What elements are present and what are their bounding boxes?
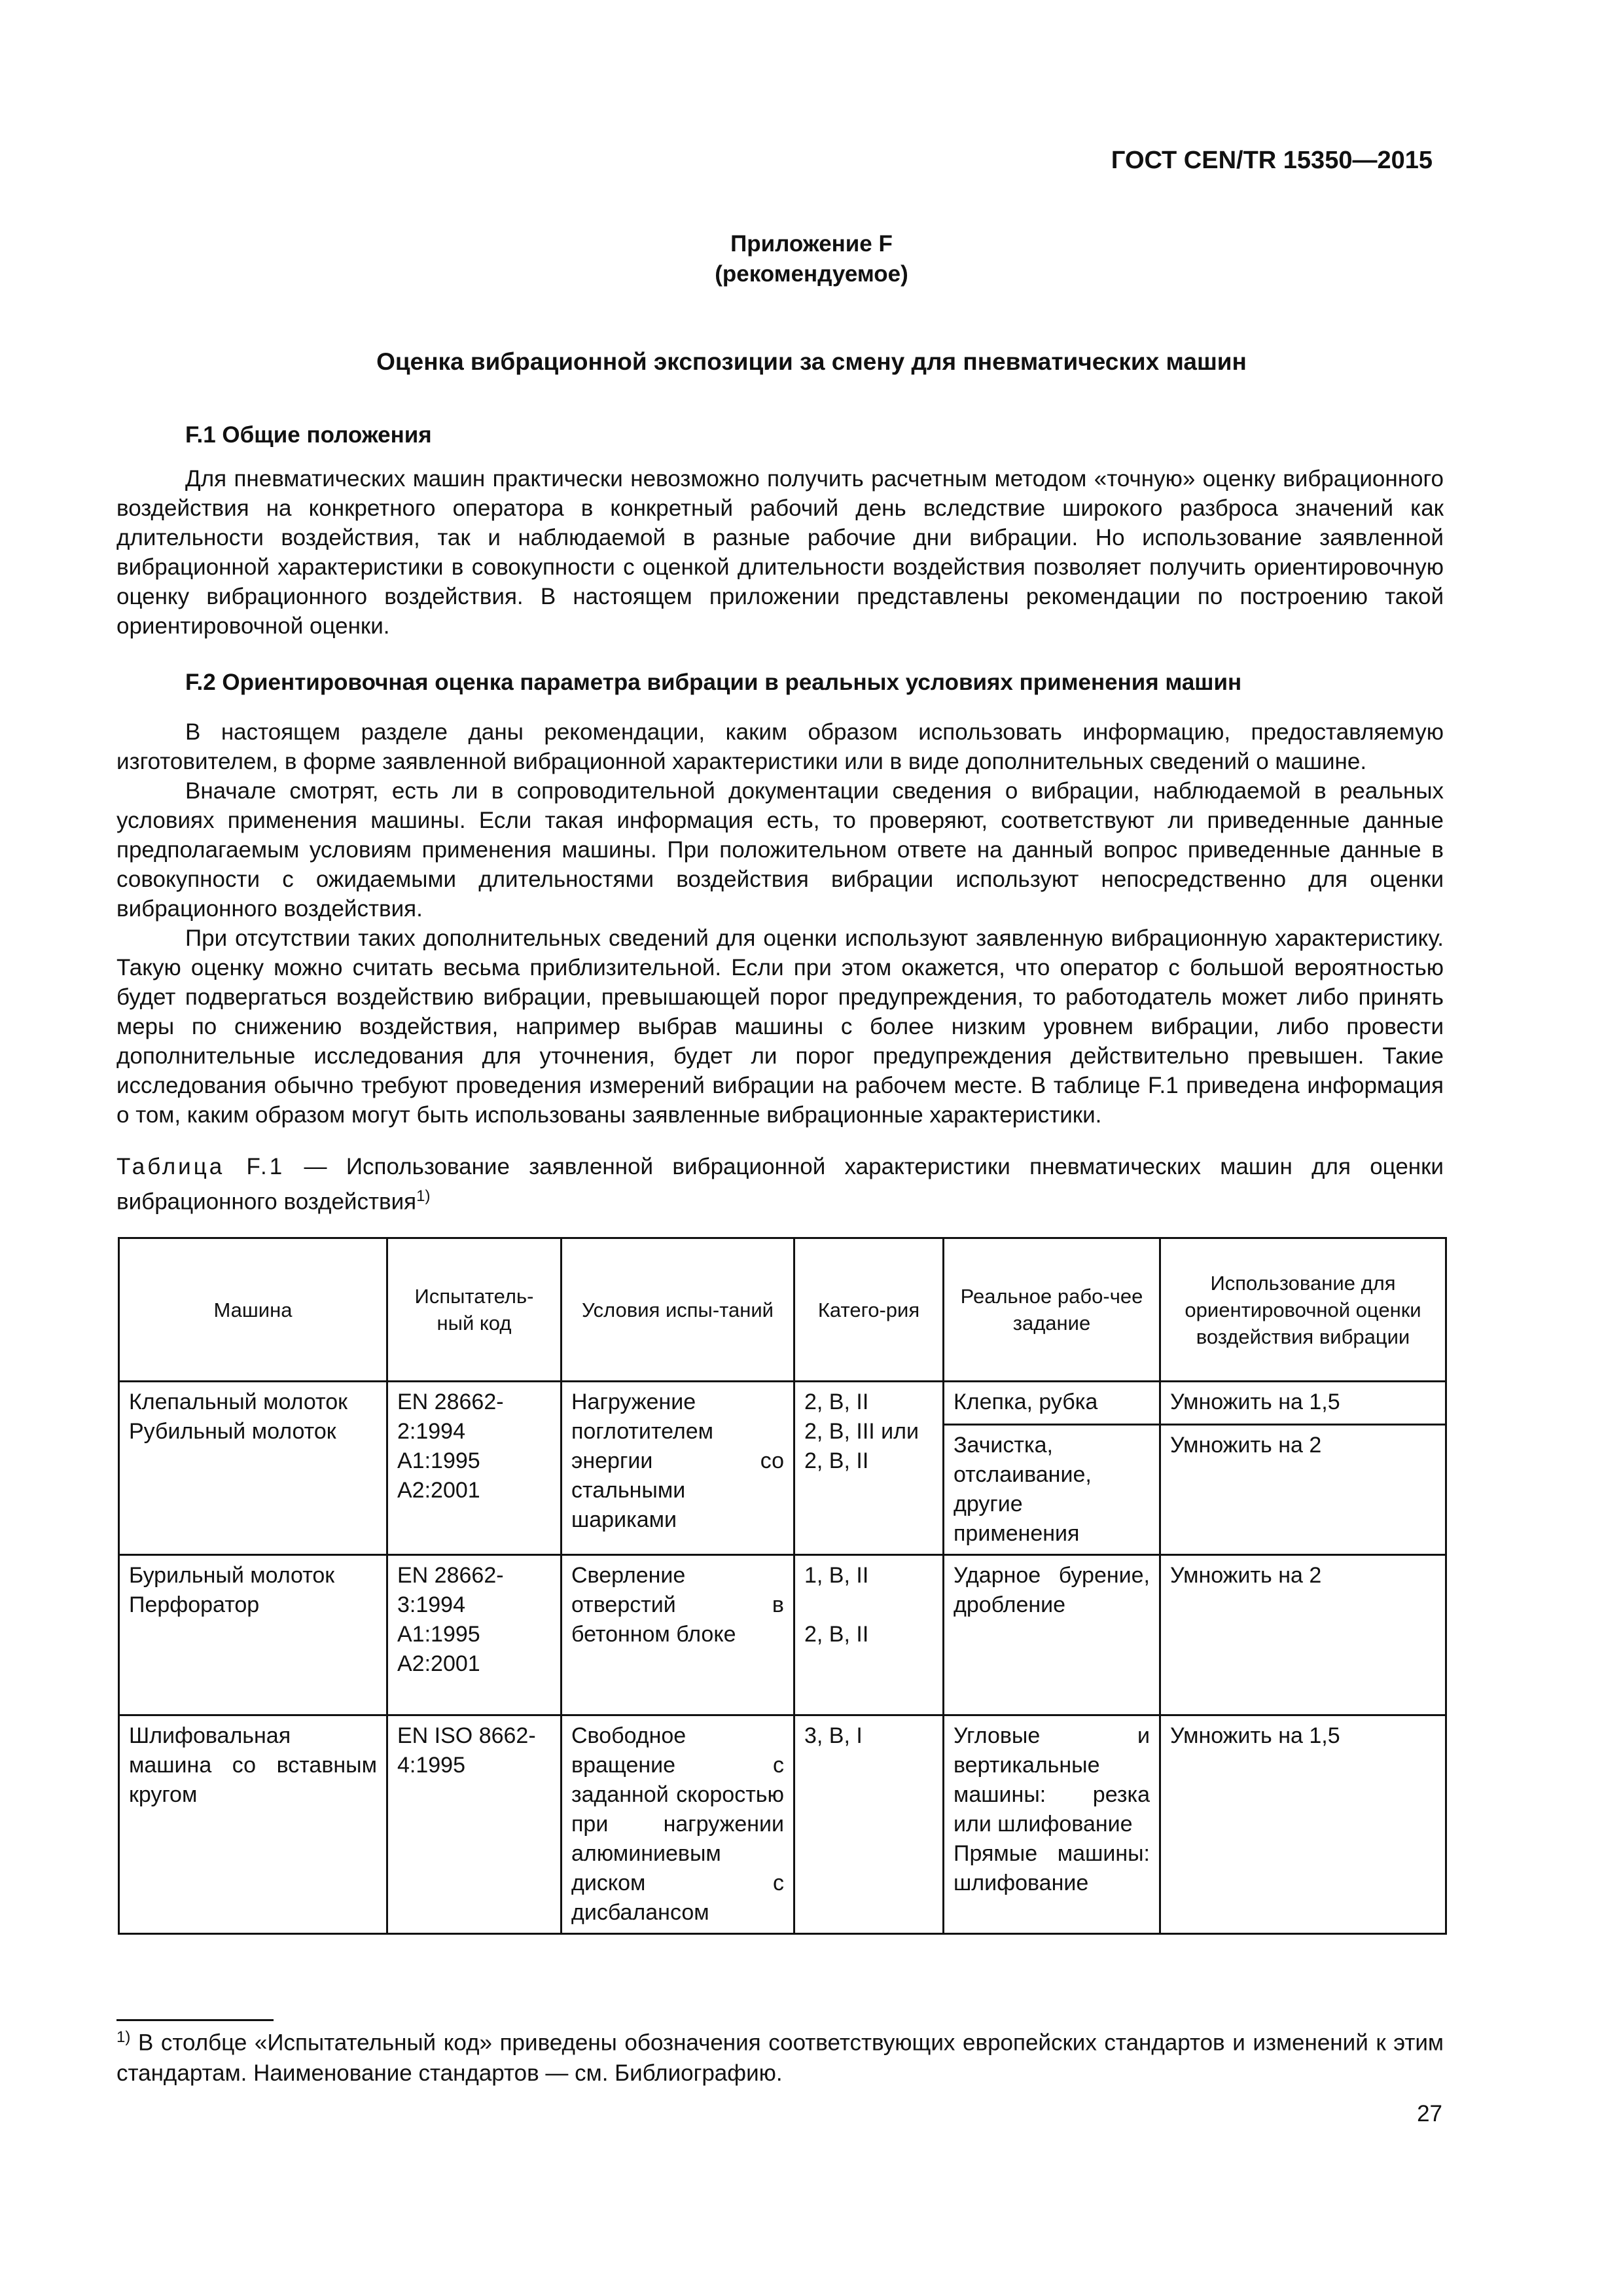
task-value: Ударное бурение, дробление: [954, 1563, 1150, 1617]
annex-label: Приложение F: [730, 231, 893, 257]
vibration-table: [118, 1237, 1447, 1935]
page-title: Оценка вибрационной экспозиции за смену для пневматических машин: [376, 348, 1247, 375]
table-footnote-ref: 1): [416, 1187, 431, 1205]
section-f2-heading: F.2 Ориентировочная оценка параметра вибрации в реальных условиях применения машин: [185, 670, 1242, 695]
section-f2-body: [116, 717, 1444, 1130]
code-line: EN 28662-2:1994: [397, 1390, 504, 1444]
category-value: 3, B, I: [804, 1723, 863, 1748]
usage-value: Умножить на 2: [1170, 1563, 1322, 1588]
usage-value: Умножить на 1,5: [1170, 1390, 1340, 1414]
category-value: 2, B, II: [804, 1390, 869, 1414]
usage-cell: [1160, 1382, 1446, 1555]
task-cell: [944, 1715, 1160, 1934]
task-value: Клепка, рубка: [954, 1390, 1098, 1414]
section-f1-heading: F.1 Общие положения: [185, 422, 432, 448]
footnote-marker: 1): [116, 2028, 131, 2046]
code-cell: [387, 1715, 562, 1934]
column-header: Использование для ориентировочной оценки воздействия вибрации: [1160, 1238, 1446, 1382]
machine-cell: Бурильный молоток Перфоратор: [119, 1555, 387, 1715]
category-cell: [794, 1382, 944, 1555]
footnote: [116, 2022, 1444, 2089]
paragraph: При отсутствии таких дополнительных сведений для оценки используют заявленную вибрационную характеристику. Такую оценку можно считать весьма приблизительной. Если при этом окажется, что оператор с большой вероятностью будет подвергаться воздействию вибрации, превышающей порог предупреждения, то работодатель может либо принять меры по снижению воздействия, например выбрав машины с более низким уровнем вибрации, либо провести дополнительные исследования для уточнения, будет ли порог предупреждения действительно превышен. Такие исследования обычно требуют проведения измерений вибрации на рабочем месте. В таблице F.1 приведена информация о том, каким образом могут быть использованы заявленные вибрационные характеристики.: [116, 925, 1444, 1128]
category-value: 2, B, III или 2, B, II: [804, 1419, 919, 1473]
footnote-text: В столбце «Испытательный код» приведены обозначения соответствующих европейских стандартов и изменений к этим стандартам. Наименование стандартов — см. Библиографию.: [116, 2030, 1444, 2086]
table-label: Таблица F.1: [116, 1154, 285, 1179]
category-value: 1, B, II: [804, 1563, 869, 1588]
table-row: [119, 1555, 1446, 1715]
paragraph: В настоящем разделе даны рекомендации, каким образом использовать информацию, предоставляемую изготовителем, в форме заявленной вибрационной характеристики или в виде дополнительных сведений о машине.: [116, 719, 1444, 774]
table-caption: [116, 1152, 1444, 1217]
annex-status: (рекомендуемое): [715, 261, 908, 287]
column-header: Катего-рия: [794, 1238, 944, 1382]
page-number: 27: [1417, 2101, 1442, 2126]
category-value: 2, B, II: [804, 1622, 869, 1647]
code-line: A2:2001: [397, 1651, 480, 1676]
usage-value: Умножить на 1,5: [1170, 1723, 1340, 1748]
code-cell: [387, 1382, 562, 1555]
paragraph: Для пневматических машин практически невозможно получить расчетным методом «точную» оценку вибрационного воздействия на конкретного оператора в конкретный рабочий день вследствие широкого разброса значений как длительности воздействия, так и наблюдаемой в разные рабочие дни вибрации. Но использование заявленной вибрационной характеристики в совокупности с оценкой длительности воздействия позволяет получить ориентировочную оценку вибрационного воздействия. В настоящем приложении представлены рекомендации по построению такой ориентировочной оценки.: [116, 466, 1444, 639]
conditions-cell: Сверление отверстий в бетонном блоке: [562, 1555, 794, 1715]
conditions-cell: Свободное вращение с заданной скоростью при нагружении алюминиевым диском с дисбалансом: [562, 1715, 794, 1934]
table-row: [119, 1715, 1446, 1934]
usage-value: Умножить на 2: [1161, 1424, 1445, 1460]
machine-cell: Шлифовальная машина со вставным кругом: [119, 1715, 387, 1934]
column-header: Условия испы-таний: [562, 1238, 794, 1382]
usage-cell: [1160, 1715, 1446, 1934]
code-line: EN 28662-3:1994: [397, 1563, 504, 1617]
task-value: Зачистка, отслаивание, другие применения: [944, 1424, 1159, 1549]
usage-cell: [1160, 1555, 1446, 1715]
paragraph: Вначале смотрят, есть ли в сопроводительной документации сведения о вибрации, наблюдаемой в реальных условиях применения машины. Если такая информация есть, то проверяют, соответствуют ли приведенные данные предполагаемым условиям применения машины. При положительном ответе на данный вопрос приведенные данные в совокупности с ожидаемыми длительностями воздействия вибрации используют непосредственно для оценки вибрационного воздействия.: [116, 778, 1444, 922]
column-header: Реальное рабо-чее задание: [944, 1238, 1160, 1382]
annex-heading: [0, 229, 1623, 289]
code-line: A1:1995: [397, 1448, 480, 1473]
footnote-divider: [116, 2019, 274, 2021]
category-cell: [794, 1715, 944, 1934]
section-f1-body: [116, 464, 1444, 641]
code-line: A2:2001: [397, 1478, 480, 1503]
table-header-row: [119, 1238, 1446, 1382]
code-cell: [387, 1555, 562, 1715]
conditions-cell: Нагружение поглотителем энергии со стальными шариками: [562, 1382, 794, 1555]
column-header: Машина: [119, 1238, 387, 1382]
standard-code: ГОСТ CEN/TR 15350—2015: [1111, 147, 1433, 174]
task-cell: [944, 1382, 1160, 1555]
table-row: [119, 1382, 1446, 1555]
task-value: Угловые и вертикальные машины: резка или шлифование: [954, 1723, 1150, 1837]
machine-cell: Клепальный молоток Рубильный молоток: [119, 1382, 387, 1555]
task-value: Прямые машины: шлифование: [954, 1841, 1150, 1895]
task-cell: [944, 1555, 1160, 1715]
category-cell: [794, 1555, 944, 1715]
code-line: EN ISO 8662-4:1995: [397, 1723, 536, 1778]
code-line: A1:1995: [397, 1622, 480, 1647]
table-caption-text: — Использование заявленной вибрационной характеристики пневматических машин для оценки вибрационного воздействия: [116, 1154, 1444, 1215]
column-header: Испытатель-ный код: [387, 1238, 562, 1382]
